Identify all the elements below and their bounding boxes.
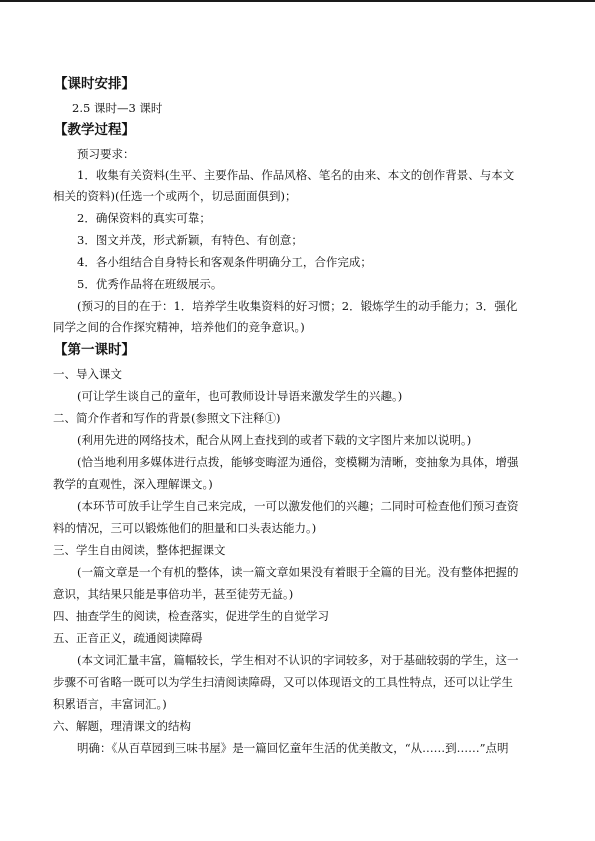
- section-3-note-line2: 意识，其结果只能是事倍功半，甚至徒劳无益。): [53, 587, 294, 601]
- preview-item-3: 3．图文并茂，形式新颖，有特色、有创意；: [77, 233, 303, 247]
- preview-purpose-line1: (预习的目的在于：1．培养学生收集资料的好习惯；2．锻炼学生的动手能力；3．强化: [77, 299, 518, 313]
- preview-item-4: 4．各小组结合自身特长和客观条件明确分工，合作完成；: [77, 255, 372, 269]
- section-2-title: 二、简介作者和写作的背景(参照文下注释①): [53, 411, 281, 425]
- section-2-note-3-line1: (本环节可放手让学生自己来完成，一可以激发他们的兴趣；二同时可检查他们预习查资: [77, 499, 519, 513]
- preview-item-1-cont: 相关的资料)(任选一个或两个，切忌面面俱到)；: [53, 189, 297, 203]
- page-top-border: [0, 0, 595, 2]
- section-2-note-2-line1: (恰当地利用多媒体进行点拨，能够变晦涩为通俗，变模糊为清晰，变抽象为具体，增强: [77, 455, 519, 469]
- section-2-note-3-line2: 料的情况，三可以锻炼他们的胆量和口头表达能力。): [53, 521, 317, 535]
- preview-purpose-line2: 同学之间的合作探究精神，培养他们的竞争意识。): [53, 320, 305, 334]
- section-4-title: 四、抽查学生的阅读，检查落实，促进学生的自觉学习: [53, 609, 329, 623]
- section-6-text: 明确：《从百草园到三味书屋》是一篇回忆童年生活的优美散文，“从……到……”点明: [77, 741, 509, 755]
- preview-item-2: 2．确保资料的真实可靠；: [77, 211, 211, 225]
- section-5-note-line3: 积累语言，丰富词汇。): [53, 697, 167, 711]
- section-6-title: 六、解题，理清课文的结构: [53, 719, 191, 733]
- preview-item-1: 1．收集有关资料(生平、主要作品、作品风格、笔名的由来、本文的创作背景、与本文: [77, 168, 515, 182]
- preview-label: 预习要求：: [77, 147, 135, 161]
- section-2-note-2-line2: 教学的直观性，深入理解课文。): [53, 477, 213, 491]
- section-5-note-line1: (本文词汇量丰富，篇幅较长，学生相对不认识的字词较多，对于基础较弱的学生，这一: [77, 653, 519, 667]
- section-3-title: 三、学生自由阅读，整体把握课文: [53, 543, 226, 557]
- schedule-heading: 【课时安排】: [54, 76, 135, 92]
- section-5-title: 五、正音正义，疏通阅读障碍: [53, 631, 203, 645]
- section-5-note-line2: 步骤不可省略一既可以为学生扫清阅读障碍，又可以体现语文的工具性特点，还可以让学生: [53, 675, 513, 689]
- lesson1-heading: 【第一课时】: [54, 342, 135, 358]
- section-1-note: (可让学生谈自己的童年，也可教师设计导语来激发学生的兴趣。): [77, 389, 403, 403]
- preview-item-5: 5．优秀作品将在班级展示。: [77, 277, 223, 291]
- section-3-note-line1: (一篇文章是一个有机的整体，读一篇文章如果没有着眼于全篇的目光。没有整体把握的: [77, 565, 519, 579]
- section-2-note-1: (利用先进的网络技术，配合从网上查找到的或者下载的文字图片来加以说明。): [77, 433, 472, 447]
- schedule-text: 2.5 课时—3 课时: [72, 101, 163, 115]
- section-1-title: 一、导入课文: [53, 367, 122, 381]
- process-heading: 【教学过程】: [54, 122, 135, 138]
